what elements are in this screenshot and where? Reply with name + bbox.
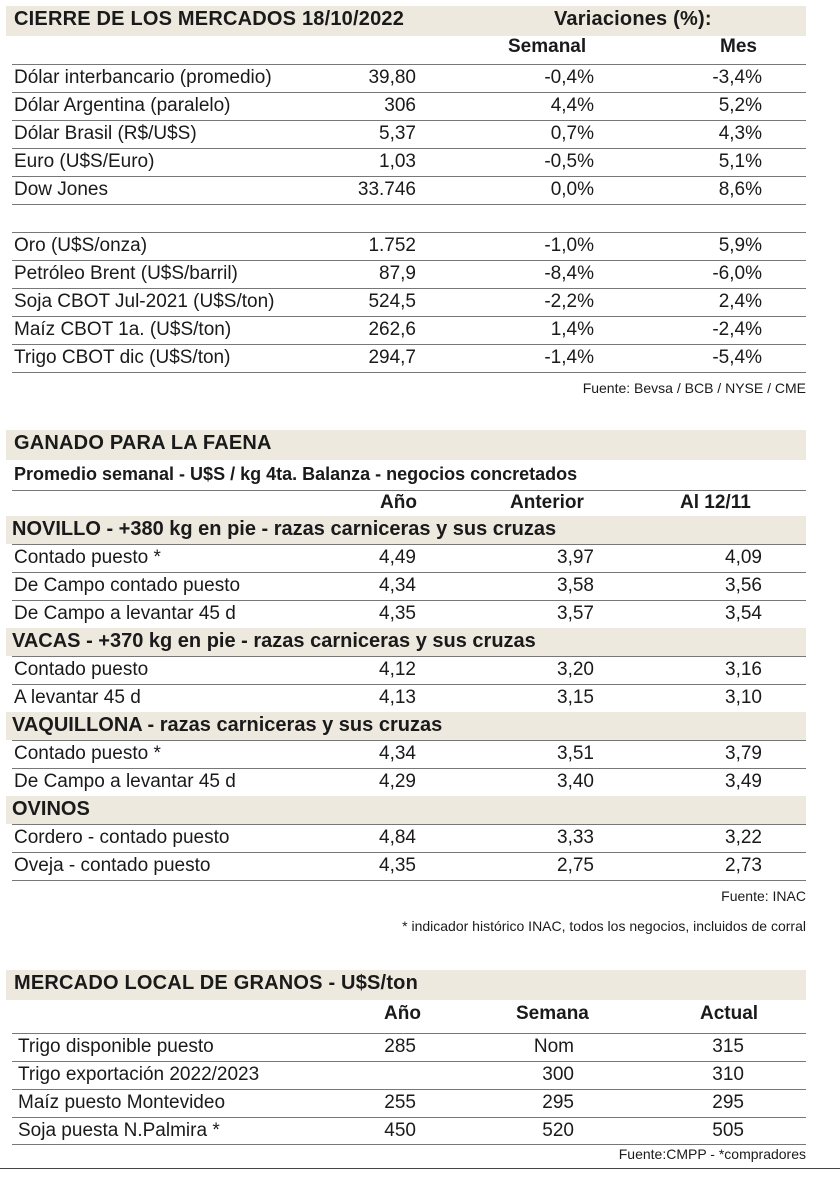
row-current-value: 3,54: [725, 603, 762, 624]
row-value: 5,37: [379, 123, 416, 144]
category-title: [12, 630, 536, 653]
row-label: Soja CBOT Jul-2021 (U$S/ton): [14, 291, 275, 312]
row-week-change: -0,4%: [544, 67, 594, 88]
row-current-value: 3,16: [725, 659, 762, 680]
category-description: - razas carniceras y sus cruzas: [142, 714, 443, 736]
row-label: Petróleo Brent (U$S/barril): [14, 263, 238, 284]
markets-title: CIERRE DE LOS MERCADOS 18/10/2022: [14, 8, 405, 30]
market-row: [12, 148, 806, 177]
col-year-header: Año: [380, 492, 417, 513]
row-label: Dow Jones: [14, 179, 108, 200]
row-week-change: 0,7%: [550, 123, 594, 144]
row-current-value: 3,49: [725, 771, 762, 792]
row-month-change: 5,9%: [718, 235, 762, 256]
category-name: OVINOS: [12, 798, 90, 820]
row-year-value: 4,12: [379, 659, 416, 680]
row-year-value: 4,49: [379, 547, 416, 568]
cattle-row: [12, 740, 806, 769]
row-label: De Campo a levantar 45 d: [14, 771, 236, 792]
row-month-change: -6,0%: [712, 263, 762, 284]
row-week-value: 520: [542, 1120, 574, 1141]
row-week-change: 0,0%: [550, 179, 594, 200]
markets-source: Fuente: Bevsa / BCB / NYSE / CME: [582, 380, 806, 396]
market-row: [12, 344, 806, 373]
row-week-change: -2,2%: [544, 291, 594, 312]
cattle-note: * indicador histórico INAC, todos los negocios, incluidos de corral: [402, 918, 806, 934]
row-prev-value: 3,57: [557, 603, 594, 624]
row-label: Euro (U$S/Euro): [14, 151, 155, 172]
divider: [12, 490, 806, 491]
row-week-change: 4,4%: [550, 95, 594, 116]
cattle-row: [12, 656, 806, 685]
row-year-value: 4,35: [379, 603, 416, 624]
row-month-change: 8,6%: [718, 179, 762, 200]
row-label: Dólar interbancario (promedio): [14, 67, 272, 88]
row-year-value: 285: [384, 1036, 416, 1057]
row-label: Contado puesto *: [14, 547, 161, 568]
row-label: Trigo disponible puesto: [18, 1036, 214, 1057]
market-row: [12, 260, 806, 289]
grain-row: [12, 1117, 806, 1146]
row-label: Oro (U$S/onza): [14, 235, 148, 256]
grain-row: [12, 1033, 806, 1062]
col-month-header: Mes: [720, 36, 757, 57]
cattle-row: [12, 768, 806, 797]
row-week-value: 300: [542, 1064, 574, 1085]
row-actual-value: 505: [712, 1120, 744, 1141]
market-row: [12, 288, 806, 317]
grains-title: MERCADO LOCAL DE GRANOS - U$S/ton: [14, 972, 419, 994]
row-value: 39,80: [368, 67, 416, 88]
category-name: VACAS: [12, 630, 81, 652]
bottom-rule: [0, 1168, 840, 1169]
cattle-row: [12, 824, 806, 853]
row-prev-value: 2,75: [557, 855, 594, 876]
divider: [12, 1144, 806, 1145]
category-title: [12, 714, 442, 737]
row-month-change: 4,3%: [718, 123, 762, 144]
row-prev-value: 3,20: [557, 659, 594, 680]
col-prev-header: Anterior: [510, 492, 584, 513]
cattle-row: [12, 600, 806, 629]
row-week-value: 295: [542, 1092, 574, 1113]
grains-source: Fuente:CMPP - *compradores: [618, 1146, 806, 1162]
row-actual-value: 315: [712, 1036, 744, 1057]
row-current-value: 4,09: [725, 547, 762, 568]
row-prev-value: 3,51: [557, 743, 594, 764]
col-week-header: Semanal: [508, 36, 587, 57]
row-prev-value: 3,97: [557, 547, 594, 568]
row-month-change: -5,4%: [712, 347, 762, 368]
row-year-value: 255: [384, 1092, 416, 1113]
row-prev-value: 3,40: [557, 771, 594, 792]
row-label: Dólar Brasil (R$/U$S): [14, 123, 197, 144]
row-label: De Campo contado puesto: [14, 575, 241, 596]
row-current-value: 3,56: [725, 575, 762, 596]
row-current-value: 3,22: [725, 827, 762, 848]
table-end-rule: [12, 372, 806, 373]
grains-col-year: Año: [384, 1003, 421, 1024]
row-value: 524,5: [368, 291, 416, 312]
row-month-change: -3,4%: [712, 67, 762, 88]
row-prev-value: 3,33: [557, 827, 594, 848]
row-actual-value: 295: [712, 1092, 744, 1113]
markets-header: [6, 6, 806, 36]
market-row: [12, 176, 806, 205]
cattle-row: [12, 852, 806, 881]
row-week-change: -0,5%: [544, 151, 594, 172]
market-row: [12, 316, 806, 345]
category-name: VAQUILLONA: [12, 714, 142, 736]
row-label: A levantar 45 d: [14, 687, 141, 708]
row-year-value: 4,35: [379, 855, 416, 876]
grains-header: [6, 970, 806, 1000]
row-actual-value: 310: [712, 1064, 744, 1085]
category-band: [6, 712, 806, 740]
row-month-change: 5,2%: [718, 95, 762, 116]
row-week-change: -1,4%: [544, 347, 594, 368]
row-week-value: Nom: [533, 1036, 574, 1057]
row-week-change: 1,4%: [550, 319, 594, 340]
row-current-value: 2,73: [725, 855, 762, 876]
col-date-header: Al 12/11: [680, 492, 751, 513]
grains-col-actual: Actual: [700, 1003, 759, 1024]
row-label: Trigo exportación 2022/2023: [18, 1064, 260, 1085]
row-label: Maíz CBOT 1a. (U$S/ton): [14, 319, 232, 340]
row-label: De Campo a levantar 45 d: [14, 603, 236, 624]
row-label: Contado puesto: [14, 659, 149, 680]
row-prev-value: 3,58: [557, 575, 594, 596]
grain-row: [12, 1089, 806, 1118]
row-value: 1,03: [379, 151, 416, 172]
row-month-change: -2,4%: [712, 319, 762, 340]
row-current-value: 3,79: [725, 743, 762, 764]
row-week-change: -1,0%: [544, 235, 594, 256]
row-label: Dólar Argentina (paralelo): [14, 95, 231, 116]
row-current-value: 3,10: [725, 687, 762, 708]
row-year-value: 4,84: [379, 827, 416, 848]
cattle-row: [12, 572, 806, 601]
category-title: [12, 798, 90, 821]
category-band: [6, 796, 806, 824]
row-label: Trigo CBOT dic (U$S/ton): [14, 347, 231, 368]
row-value: 1.752: [368, 235, 416, 256]
cattle-subtitle: Promedio semanal - U$S / kg 4ta. Balanza - negocios concretados: [14, 464, 578, 484]
market-row: [12, 232, 806, 261]
row-year-value: 4,29: [379, 771, 416, 792]
market-row: [12, 120, 806, 149]
divider: [12, 204, 806, 205]
category-description: - +370 kg en pie - razas carniceras y sus cruzas: [80, 630, 536, 652]
category-title: [12, 518, 556, 541]
cattle-row: [12, 544, 806, 573]
row-value: 87,9: [379, 263, 416, 284]
cattle-source: Fuente: INAC: [721, 888, 806, 904]
row-month-change: 2,4%: [718, 291, 762, 312]
market-row: [12, 64, 806, 93]
market-row: [12, 92, 806, 121]
cattle-title: GANADO PARA LA FAENA: [14, 432, 272, 454]
row-value: 306: [384, 95, 416, 116]
row-label: Cordero - contado puesto: [14, 827, 230, 848]
row-year-value: 4,13: [379, 687, 416, 708]
row-prev-value: 3,15: [557, 687, 594, 708]
variations-label: Variaciones (%):: [554, 8, 712, 30]
category-name: NOVILLO: [12, 518, 101, 540]
row-year-value: 4,34: [379, 743, 416, 764]
row-value: 262,6: [368, 319, 416, 340]
row-label: Contado puesto *: [14, 743, 161, 764]
category-band: [6, 628, 806, 656]
row-month-change: 5,1%: [718, 151, 762, 172]
row-value: 33.746: [357, 179, 416, 200]
grains-col-week: Semana: [516, 1003, 589, 1024]
row-value: 294,7: [368, 347, 416, 368]
category-description: - +380 kg en pie - razas carniceras y sus cruzas: [100, 518, 557, 540]
row-label: Maíz puesto Montevideo: [18, 1092, 226, 1113]
table-end-rule: [12, 880, 806, 881]
row-label: Soja puesta N.Palmira *: [18, 1120, 220, 1141]
row-week-change: -8,4%: [544, 263, 594, 284]
row-year-value: 450: [384, 1120, 416, 1141]
row-year-value: 4,34: [379, 575, 416, 596]
grain-row: [12, 1061, 806, 1090]
category-band: [6, 516, 806, 544]
row-label: Oveja - contado puesto: [14, 855, 211, 876]
cattle-row: [12, 684, 806, 713]
cattle-header: [6, 430, 806, 460]
